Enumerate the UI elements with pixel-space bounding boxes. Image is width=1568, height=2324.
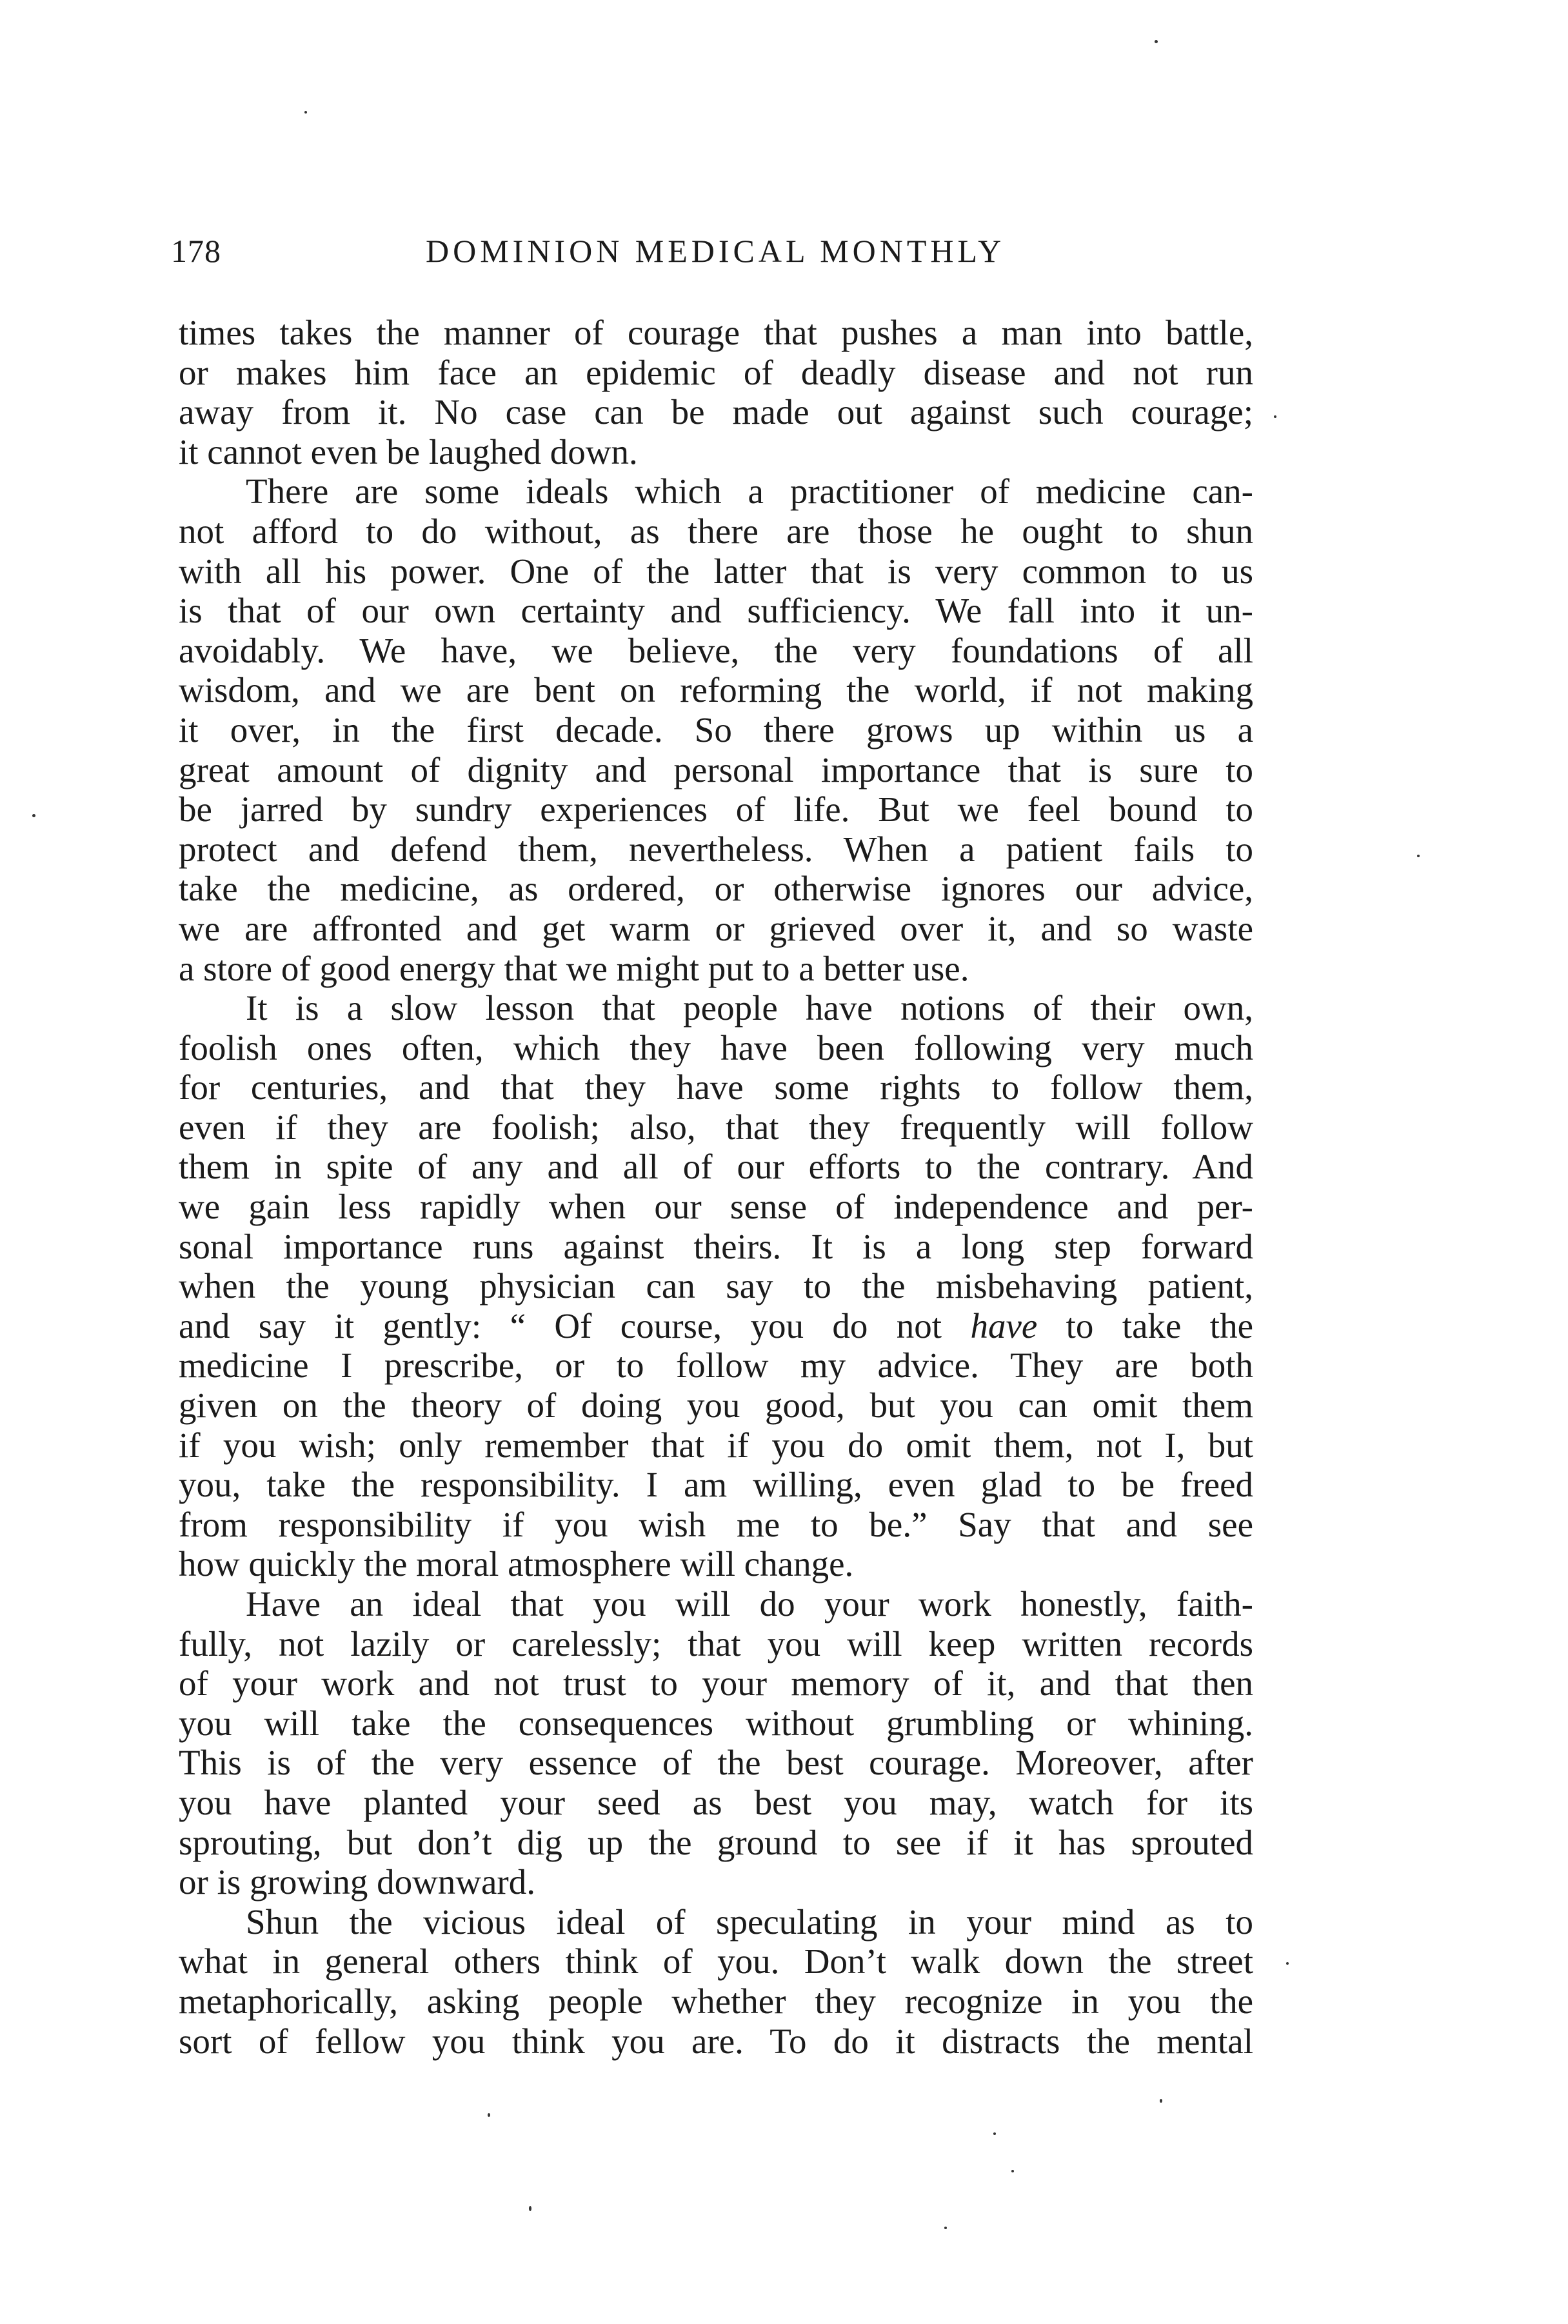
text-line: foolish ones often, which they have been following very much: [179, 1028, 1253, 1068]
text-line: protect and defend them, nevertheless. When a patient fails to: [179, 829, 1253, 869]
text-line: it over, in the first decade. So there grows up within us a: [179, 710, 1253, 750]
text-line: how quickly the moral atmosphere will change.: [179, 1544, 854, 1584]
text-line: times takes the manner of courage that pushes a man into battle,: [179, 313, 1253, 352]
text-line: Have an ideal that you will do your work honestly, faith-: [246, 1584, 1253, 1624]
text-line: you will take the consequences without grumbling or whining.: [179, 1703, 1253, 1743]
text-line: not afford to do without, as there are those he ought to shun: [179, 511, 1253, 551]
scan-speck: [1286, 1962, 1289, 1965]
body-text: [179, 313, 1253, 2061]
scan-speck: [1417, 855, 1420, 857]
text-line: a store of good energy that we might put to a better use.: [179, 948, 969, 988]
text-line: you, take the responsibility. I am willing, even glad to be freed: [179, 1465, 1253, 1505]
text-line: sonal importance runs against theirs. It is a long step forward: [179, 1226, 1253, 1266]
text-line: even if they are foolish; also, that they frequently will follow: [179, 1107, 1253, 1147]
scan-speck: [32, 814, 35, 817]
scan-speck: [944, 2227, 947, 2229]
text-line: or makes him face an epidemic of deadly disease and not run: [179, 352, 1253, 392]
text-line: of your work and not trust to your memory of it, and that then: [179, 1664, 1253, 1703]
text-line: avoidably. We have, we believe, the very foundations of all: [179, 630, 1253, 670]
running-title: DOMINION MEDICAL MONTHLY: [426, 233, 1006, 269]
scan-speck: [1160, 2099, 1162, 2103]
text-line: metaphorically, asking people whether they recognize in you the: [179, 1981, 1253, 2021]
scan-speck: [993, 2132, 996, 2135]
emphasized-word: have: [970, 1306, 1038, 1346]
text-line: when the young physician can say to the misbehaving patient,: [179, 1266, 1253, 1306]
text-line: what in general others think of you. Don’t walk down the street: [179, 1942, 1253, 1981]
text-line: and say it gently: “ Of course, you do not have to take the: [179, 1306, 1254, 1346]
text-line: sprouting, but don’t dig up the ground to see if it has sprouted: [179, 1822, 1253, 1862]
text-line: if you wish; only remember that if you do omit them, not I, but: [179, 1425, 1253, 1465]
text-line: There are some ideals which a practitioner of medicine can-: [246, 472, 1253, 511]
text-line: given on the theory of doing you good, but you can omit them: [179, 1385, 1253, 1425]
scan-speck: [1155, 40, 1158, 43]
text-line: is that of our own certainty and sufficiency. We fall into it un-: [179, 591, 1253, 631]
text-line: them in spite of any and all of our efforts to the contrary. And: [179, 1147, 1253, 1187]
text-line: you have planted your seed as best you may, watch for its: [179, 1782, 1253, 1822]
text-line: be jarred by sundry experiences of life. But we feel bound to: [179, 790, 1253, 829]
text-line: for centuries, and that they have some rights to follow them,: [179, 1068, 1253, 1107]
scan-speck: [1011, 2170, 1014, 2172]
text-line: it cannot even be laughed down.: [179, 432, 638, 472]
scan-speck: [488, 2113, 490, 2117]
page-number: 178: [171, 233, 221, 269]
text-line: Shun the vicious ideal of speculating in your mind as to: [246, 1902, 1253, 1942]
page-header: [171, 232, 1255, 284]
scan-speck: [529, 2206, 531, 2211]
text-line: from responsibility if you wish me to be.” Say that and see: [179, 1504, 1253, 1544]
scan-speck: [1274, 415, 1276, 418]
text-line: sort of fellow you think you are. To do it distracts the mental: [179, 2021, 1253, 2061]
text-line: away from it. No case can be made out against such courage;: [179, 392, 1253, 432]
scan-speck: [304, 111, 307, 114]
text-line: or is growing downward.: [179, 1862, 535, 1902]
text-line: with all his power. One of the latter that is very common to us: [179, 551, 1253, 591]
text-line: fully, not lazily or carelessly; that you will keep written records: [179, 1624, 1253, 1664]
text-line: take the medicine, as ordered, or otherwise ignores our advice,: [179, 869, 1253, 909]
text-line: It is a slow lesson that people have notions of their own,: [246, 988, 1253, 1028]
text-line: wisdom, and we are bent on reforming the world, if not making: [179, 670, 1253, 710]
text-line: we are affronted and get warm or grieved over it, and so waste: [179, 908, 1253, 948]
text-line: medicine I prescribe, or to follow my advice. They are both: [179, 1346, 1253, 1385]
text-line: we gain less rapidly when our sense of independence and per-: [179, 1187, 1253, 1227]
text-line: great amount of dignity and personal importance that is sure to: [179, 750, 1253, 790]
text-line: This is of the very essence of the best courage. Moreover, after: [179, 1743, 1253, 1783]
